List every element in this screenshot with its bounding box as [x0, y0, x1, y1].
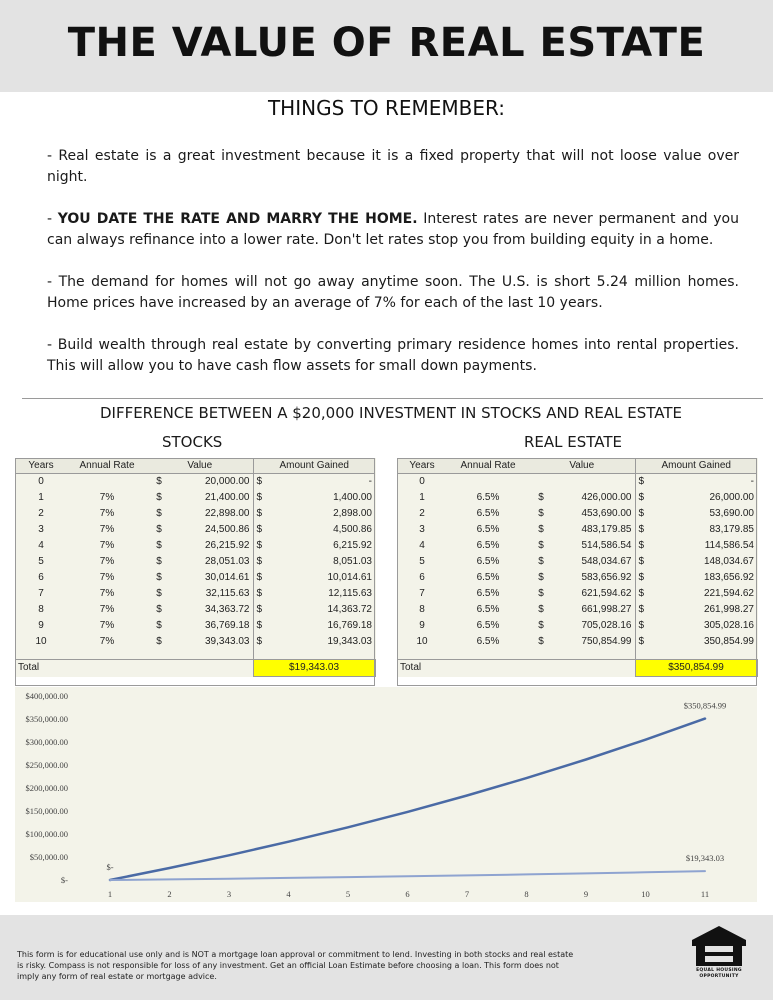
rate-cell: [447, 473, 529, 489]
table-row: [15, 617, 375, 633]
value-cell: 453,690.00: [581, 507, 632, 519]
gain-cell: 19,343.03: [327, 635, 372, 647]
bullet-item: [47, 272, 739, 314]
column-header: Years: [397, 458, 447, 473]
y-tick-label: $200,000.00: [25, 783, 68, 793]
rate-cell: 7%: [99, 539, 115, 551]
value-cell: 661,998.27: [581, 603, 632, 615]
rate-cell: 6.5%: [476, 635, 500, 647]
data-label: $-: [106, 862, 114, 872]
currency-symbol: $: [538, 635, 544, 647]
year-cell: 8: [419, 603, 425, 615]
currency-symbol: $: [635, 473, 655, 489]
bullet-text: Interest rates are never permanent and you can always refinance into a lower rate. Don't let rates stop you from building equity in a home.: [47, 211, 739, 248]
value-cell: 22,898.00: [205, 507, 250, 519]
currency-symbol: $: [156, 635, 162, 647]
total-row: [15, 659, 375, 676]
x-tick-label: 10: [641, 889, 650, 899]
table-row: [15, 633, 375, 649]
currency-symbol: $: [253, 569, 273, 585]
value-cell: 39,343.03: [205, 635, 250, 647]
table-row: [397, 553, 757, 569]
table-row: [397, 633, 757, 649]
year-cell: 4: [419, 539, 425, 551]
currency-symbol: $: [538, 491, 544, 503]
table-row: [15, 601, 375, 617]
bullet-text: - Build wealth through real estate by converting primary residence homes into rental properties. This will allow you to have cash flow assets for small down payments.: [47, 337, 739, 374]
year-cell: 5: [38, 555, 44, 567]
currency-symbol: $: [253, 633, 273, 649]
currency-symbol: $: [635, 505, 655, 521]
bullet-prefix: -: [47, 211, 58, 227]
rate-cell: 7%: [99, 507, 115, 519]
comparison-title: DIFFERENCE BETWEEN A $20,000 INVESTMENT IN STOCKS AND REAL ESTATE: [99, 404, 683, 422]
currency-symbol: $: [538, 539, 544, 551]
gain-cell: 350,854.99: [703, 635, 754, 647]
rate-cell: 6.5%: [476, 587, 500, 599]
year-cell: 5: [419, 555, 425, 567]
x-tick-label: 1: [107, 889, 113, 899]
gain-cell: 26,000.00: [709, 491, 754, 503]
currency-symbol: $: [156, 587, 162, 599]
year-cell: 3: [419, 523, 425, 535]
rate-cell: 7%: [99, 635, 115, 647]
gain-cell: 10,014.61: [327, 571, 372, 583]
equal-housing-label: [685, 968, 753, 979]
rate-cell: [67, 473, 147, 489]
column-header: Years: [15, 458, 67, 473]
y-tick-label: $300,000.00: [25, 737, 68, 747]
y-tick-label: $150,000.00: [25, 806, 68, 816]
currency-symbol: $: [253, 601, 273, 617]
disclaimer-text: This form is for educational use only and is NOT a mortgage loan approval or commitment to lend. Investing in both stocks and real estate is risky. Compass is not responsible for loss of any investment. Get an official Loan Estimate before choosing a loan. This form does not imply any form of real estate or mortgage advice.: [17, 950, 574, 981]
section-divider: [22, 398, 763, 399]
currency-symbol: $: [538, 507, 544, 519]
year-cell: 0: [419, 475, 425, 487]
table-row: [397, 601, 757, 617]
gain-cell: 1,400.00: [333, 491, 372, 503]
currency-symbol: $: [253, 617, 273, 633]
year-cell: 1: [419, 491, 425, 503]
table-row: [15, 537, 375, 553]
year-cell: 10: [35, 635, 47, 647]
year-cell: 2: [38, 507, 44, 519]
growth-chart-svg: [15, 687, 757, 902]
column-header: Amount Gained: [635, 458, 757, 473]
table-row: [15, 505, 375, 521]
x-tick-label: 8: [524, 889, 529, 899]
currency-symbol: $: [253, 585, 273, 601]
table-row: [397, 521, 757, 537]
value-cell: 548,034.67: [581, 555, 632, 567]
value-cell: 20,000.00: [205, 475, 250, 487]
x-tick-label: 3: [226, 889, 232, 899]
currency-symbol: $: [156, 619, 162, 631]
year-cell: 0: [38, 475, 44, 487]
value-cell: 621,594.62: [581, 587, 632, 599]
total-row: [397, 659, 757, 676]
currency-symbol: $: [635, 585, 655, 601]
currency-symbol: $: [156, 523, 162, 535]
rate-cell: 7%: [99, 491, 115, 503]
y-tick-label: $-: [60, 875, 68, 885]
table-row: [397, 569, 757, 585]
currency-symbol: $: [635, 553, 655, 569]
value-cell: 32,115.63: [205, 587, 250, 599]
bullet-item: [47, 146, 739, 188]
rate-cell: 6.5%: [476, 523, 500, 535]
currency-symbol: $: [538, 587, 544, 599]
currency-symbol: $: [635, 601, 655, 617]
value-cell: 26,215.92: [205, 539, 250, 551]
currency-symbol: $: [635, 633, 655, 649]
year-cell: 9: [38, 619, 44, 631]
gain-cell: 305,028.16: [703, 619, 754, 631]
table-row: [15, 521, 375, 537]
rate-cell: 7%: [99, 523, 115, 535]
currency-symbol: $: [635, 617, 655, 633]
rate-cell: 6.5%: [476, 571, 500, 583]
currency-symbol: $: [253, 537, 273, 553]
year-cell: 1: [38, 491, 44, 503]
currency-symbol: $: [253, 505, 273, 521]
currency-symbol: $: [538, 571, 544, 583]
currency-symbol: $: [635, 537, 655, 553]
value-cell: 705,028.16: [581, 619, 632, 631]
currency-symbol: $: [253, 553, 273, 569]
year-cell: 7: [38, 587, 44, 599]
x-tick-label: 9: [583, 889, 589, 899]
currency-symbol: $: [253, 473, 273, 489]
total-value: $350,854.99: [635, 659, 757, 676]
rate-cell: 7%: [99, 603, 115, 615]
data-label: $19,343.03: [685, 853, 725, 864]
y-tick-label: $400,000.00: [25, 691, 68, 701]
x-tick-label: 5: [345, 889, 351, 899]
value-cell: [553, 473, 635, 489]
bullet-item: [47, 209, 739, 251]
value-cell: 750,854.99: [581, 635, 632, 647]
gain-cell: 221,594.62: [703, 587, 754, 599]
gain-cell: 183,656.92: [703, 571, 754, 583]
gain-cell: 114,586.54: [704, 539, 754, 551]
year-cell: 2: [419, 507, 425, 519]
series-line: [110, 719, 705, 880]
y-tick-label: $250,000.00: [25, 760, 68, 770]
total-value: $19,343.03: [253, 659, 375, 676]
series-line: [110, 871, 705, 880]
currency-symbol: $: [156, 475, 162, 487]
currency-symbol: $: [156, 555, 162, 567]
currency-symbol: $: [538, 555, 544, 567]
x-tick-label: 7: [464, 889, 470, 899]
gain-cell: 8,051.03: [333, 555, 372, 567]
currency-symbol: $: [156, 507, 162, 519]
gain-cell: 148,034.67: [703, 555, 754, 567]
value-cell: 36,769.18: [205, 619, 250, 631]
currency-symbol: $: [253, 489, 273, 505]
table-row: [15, 569, 375, 585]
year-cell: 10: [416, 635, 428, 647]
currency-symbol: $: [253, 521, 273, 537]
real-estate-label: REAL ESTATE: [524, 433, 623, 451]
currency-symbol: $: [156, 491, 162, 503]
data-label: $350,854.99: [683, 700, 727, 711]
rate-cell: 6.5%: [476, 619, 500, 631]
equal-housing-line2: OPPORTUNITY: [699, 973, 739, 979]
gain-cell: 2,898.00: [333, 507, 372, 519]
year-cell: 6: [38, 571, 44, 583]
value-cell: 21,400.00: [205, 491, 250, 503]
section-subtitle: THINGS TO REMEMBER:: [267, 96, 506, 120]
value-cell: 483,179.85: [581, 523, 632, 535]
value-cell: 24,500.86: [205, 523, 250, 535]
table-row: [397, 617, 757, 633]
rate-cell: 7%: [99, 619, 115, 631]
bullet-emphasis: YOU DATE THE RATE AND MARRY THE HOME.: [57, 211, 418, 227]
header-row: [15, 458, 375, 473]
growth-chart: [15, 687, 757, 902]
table-row: [15, 585, 375, 601]
gain-cell: 261,998.27: [703, 603, 754, 615]
gain-cell: 83,179.85: [709, 523, 754, 535]
rate-cell: 6.5%: [476, 555, 500, 567]
gain-cell: -: [368, 475, 372, 487]
column-header: Value: [147, 458, 253, 473]
rate-cell: 7%: [99, 587, 115, 599]
x-tick-label: 2: [167, 889, 172, 899]
bullet-text: - The demand for homes will not go away anytime soon. The U.S. is short 5.24 million homes. Home prices have increased by an average of 7% for each of the last 10 years.: [47, 274, 739, 311]
table-row: [397, 585, 757, 601]
year-cell: 6: [419, 571, 425, 583]
page-title: THE VALUE OF REAL ESTATE: [67, 20, 706, 66]
x-tick-label: 4: [286, 889, 291, 899]
currency-symbol: $: [538, 523, 544, 535]
rate-cell: 7%: [99, 571, 115, 583]
x-tick-label: 11: [700, 889, 710, 899]
spacer-row: [397, 649, 757, 659]
gain-cell: 4,500.86: [333, 523, 372, 535]
table-row: [15, 473, 375, 489]
bullet-text: - Real estate is a great investment because it is a fixed property that will not loose value over night.: [47, 148, 739, 185]
column-header: Annual Rate: [447, 458, 529, 473]
table-row: [15, 489, 375, 505]
table-row: [397, 489, 757, 505]
currency-symbol: $: [635, 489, 655, 505]
rate-cell: 6.5%: [476, 539, 500, 551]
y-tick-label: $50,000.00: [29, 852, 68, 862]
currency-symbol: [529, 473, 553, 489]
real-estate-table: [397, 458, 758, 677]
currency-symbol: $: [538, 619, 544, 631]
column-header: Amount Gained: [253, 458, 375, 473]
y-tick-label: $100,000.00: [25, 829, 68, 839]
year-cell: 3: [38, 523, 44, 535]
currency-symbol: $: [538, 603, 544, 615]
rate-cell: 6.5%: [476, 603, 500, 615]
currency-symbol: $: [156, 603, 162, 615]
gain-cell: -: [750, 475, 754, 487]
value-cell: 34,363.72: [205, 603, 250, 615]
rate-cell: 7%: [99, 555, 115, 567]
spacer-row: [15, 649, 375, 659]
table-row: [397, 473, 757, 489]
y-tick-label: $350,000.00: [25, 714, 68, 724]
gain-cell: 12,115.63: [328, 587, 372, 599]
year-cell: 7: [419, 587, 425, 599]
gain-cell: 16,769.18: [327, 619, 372, 631]
rate-cell: 6.5%: [476, 507, 500, 519]
gain-cell: 53,690.00: [709, 507, 754, 519]
value-cell: 583,656.92: [581, 571, 632, 583]
value-cell: 426,000.00: [581, 491, 632, 503]
year-cell: 4: [38, 539, 44, 551]
value-cell: 30,014.61: [205, 571, 250, 583]
total-label: Total: [397, 659, 635, 676]
currency-symbol: $: [156, 571, 162, 583]
bullet-item: [47, 335, 739, 377]
table-row: [397, 537, 757, 553]
bullet-list: [47, 146, 739, 377]
year-cell: 9: [419, 619, 425, 631]
column-header: Annual Rate: [67, 458, 147, 473]
equal-housing-line1: EQUAL HOUSING: [696, 968, 742, 973]
x-tick-label: 6: [405, 889, 410, 899]
header-row: [397, 458, 757, 473]
rate-cell: 6.5%: [476, 491, 500, 503]
currency-symbol: $: [156, 539, 162, 551]
table-row: [15, 553, 375, 569]
column-header: Value: [529, 458, 635, 473]
value-cell: 514,586.54: [581, 539, 632, 551]
currency-symbol: $: [635, 569, 655, 585]
currency-symbol: $: [635, 521, 655, 537]
gain-cell: 6,215.92: [333, 539, 372, 551]
value-cell: 28,051.03: [205, 555, 250, 567]
stocks-label: STOCKS: [162, 433, 223, 451]
year-cell: 8: [38, 603, 44, 615]
stocks-table: [15, 458, 376, 677]
total-label: Total: [15, 659, 253, 676]
table-row: [397, 505, 757, 521]
gain-cell: 14,363.72: [327, 603, 372, 615]
